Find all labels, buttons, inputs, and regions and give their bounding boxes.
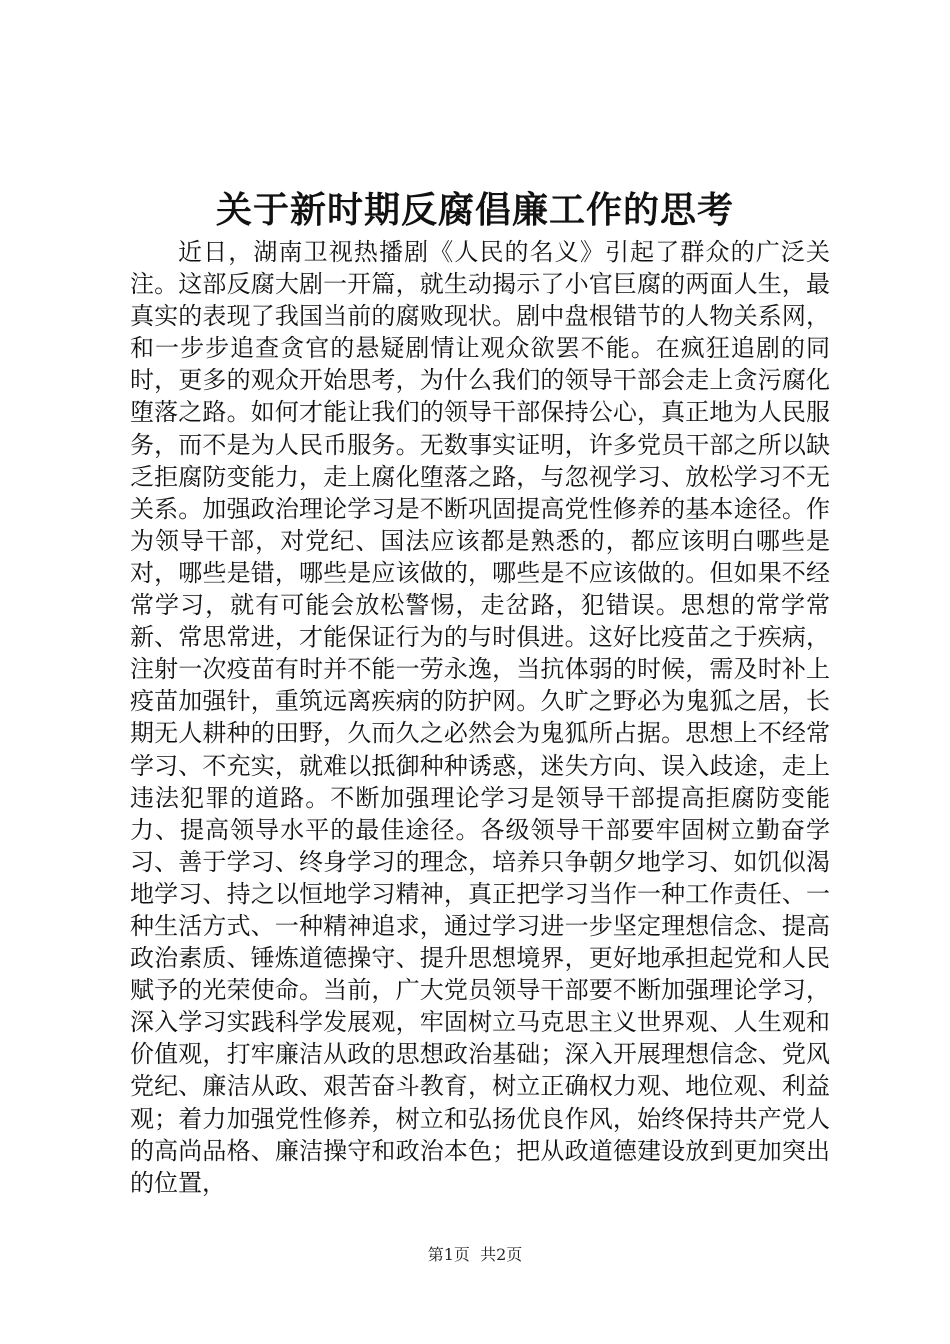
page-number-footer: 第1页 共2页 [427, 1245, 523, 1264]
document-title: 关于新时期反腐倡廉工作的思考 [215, 189, 734, 231]
body-paragraph: 近日，湖南卫视热播剧《人民的名义》引起了群众的广泛关注。这部反腐大剧一开篇，就生动揭示了小官巨腐的两面人生，最真实的表现了我国当前的腐败现状。剧中盘根错节的人物关系网，和一步步追查贪官的悬疑剧情让观众欲罢不能。在疯狂追剧的同时，更多的观众开始思考，为什么我们的领导干部会走上贪污腐化堕落之路。如何才能让我们的领导干部保持公心，真正地为人民服务，而不是为人民币服务。无数事实证明，许多党员干部之所以缺乏拒腐防变能力，走上腐化堕落之路，与忽视学习、放松学习不无关系。加强政治理论学习是不断巩固提高党性修养的基本途径。作为领导干部，对党纪、国法应该都是熟悉的，都应该明白哪些是对，哪些是错，哪些是应该做的，哪些是不应该做的。但如果不经常学习，就有可能会放松警惕，走岔路，犯错误。思想的常学常新、常思常进，才能保证行为的与时俱进。这好比疫苗之于疾病，注射一次疫苗有时并不能一劳永逸，当抗体弱的时候，需及时补上疫苗加强针，重筑远离疾病的防护网。久旷之野必为鬼狐之居，长期无人耕种的田野，久而久之必然会为鬼狐所占据。思想上不经常学习、不充实，就难以抵御种种诱惑，迷失方向、误入歧途，走上违法犯罪的道路。不断加强理论学习是领导干部提高拒腐防变能力、提高领导水平的最佳途径。各级领导干部要牢固树立勤奋学习、善于学习、终身学习的理念，培养只争朝夕地学习、如饥似渴地学习、持之以恒地学习精神，真正把学习当作一种工作责任、一种生活方式、一种精神追求，通过学习进一步坚定理想信念、提高政治素质、锤炼道德操守、提升思想境界，更好地承担起党和人民赋予的光荣使命。当前，广大党员领导干部要不断加强理论学习，深入学习实践科学发展观，牢固树立马克思主义世界观、人生观和价值观，打牢廉洁从政的思想政治基础；深入开展理想信念、党风党纪、廉洁从政、艰苦奋斗教育，树立正确权力观、地位观、利益观；着力加强党性修养，树立和弘扬优良作风，始终保持共产党人的高尚品格、廉洁操守和政治本色；把从政道德建设放到更加突出的位置， [130, 238, 830, 1197]
